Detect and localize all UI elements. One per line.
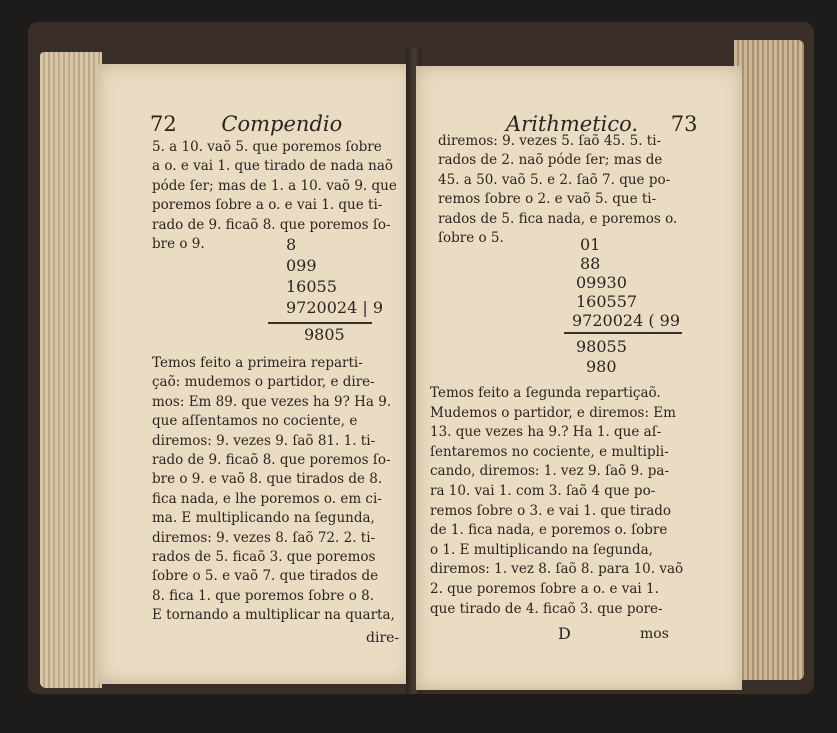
text-line: que tirado de 4. ficaõ 3. que pore- xyxy=(430,600,663,617)
right-number-09930: 09930 xyxy=(576,273,627,292)
right-number-88: 88 xyxy=(580,254,601,273)
text-line: poremos ſobre a o. e vai 1. que ti- xyxy=(152,197,383,214)
left-paragraph-2 xyxy=(152,354,395,626)
left-number-dividend: 9720024 | 9 xyxy=(286,298,383,317)
left-number-quotient: 9805 xyxy=(304,325,345,344)
text-line: de 1. fica nada, e poremos o. ſobre xyxy=(430,522,668,539)
left-number-16055: 16055 xyxy=(286,277,337,296)
text-line: çaõ: mudemos o partidor, e dire- xyxy=(152,374,375,391)
text-line: diremos: 1. vez 8. ſaõ 8. para 10. vaõ xyxy=(430,561,684,578)
right-page-edges xyxy=(734,40,804,680)
left-page xyxy=(98,64,412,684)
text-line: Temos feito a ſegunda repartiçaõ. xyxy=(430,385,661,401)
right-number-160557: 160557 xyxy=(576,292,638,311)
text-line: diremos: 9. vezes 5. ſaõ 45. 5. ti- xyxy=(438,133,662,149)
text-line: remos ſobre o 2. e vaõ 5. que ti- xyxy=(438,191,657,208)
left-number-099: 099 xyxy=(286,256,317,275)
text-line: 13. que vezes ha 9.? Ha 1. que aſ- xyxy=(430,424,662,441)
text-line: que aſſentamos no cociente, e xyxy=(152,413,358,430)
right-division-rule xyxy=(564,332,682,334)
right-page xyxy=(416,66,742,690)
text-line: rados de 2. naõ póde ſer; mas de xyxy=(438,152,663,169)
text-line: ſentaremos no cociente, e multipli- xyxy=(430,443,669,460)
right-page-number: 73 xyxy=(670,112,698,136)
left-page-edges xyxy=(40,52,102,688)
text-line: diremos: 9. vezes 9. ſaõ 81. 1. ti- xyxy=(152,432,376,449)
right-running-head: Arithmetico. xyxy=(506,112,639,136)
right-number-dividend: 9720024 ( 99 xyxy=(572,311,681,330)
text-line: o 1. E multiplicando na ſegunda, xyxy=(430,541,653,558)
text-line: póde ſer; mas de 1. a 10. vaõ 9. que xyxy=(152,177,397,194)
text-line: bre o 9. e vaõ 8. que tirados de 8. xyxy=(152,471,383,488)
left-paragraph-1 xyxy=(152,138,397,254)
text-line: cando, diremos: 1. vez 9. ſaõ 9. pa- xyxy=(430,463,670,480)
text-line: bre o 9. xyxy=(152,236,205,253)
left-catchword: dire- xyxy=(366,630,400,646)
right-number-98055: 98055 xyxy=(576,337,627,356)
left-page-number: 72 xyxy=(150,112,177,136)
text-line: Mudemos o partidor, e diremos: Em xyxy=(430,404,676,421)
text-line: E tornando a multiplicar na quarta, xyxy=(152,607,395,624)
text-line: 45. a 50. vaõ 5. e 2. ſaõ 7. que po- xyxy=(438,171,671,188)
text-line: 5. a 10. vaõ 5. que poremos ſobre xyxy=(152,139,382,155)
right-catchword: mos xyxy=(640,626,669,642)
left-number-8: 8 xyxy=(286,235,297,254)
text-line: ſobre o 5. xyxy=(438,230,504,247)
text-line: ra 10. vai 1. com 3. ſaõ 4 que po- xyxy=(430,482,656,499)
text-line: ſobre o 5. e vaõ 7. que tirados de xyxy=(152,568,379,585)
text-line: 8. fica 1. que poremos ſobre o 8. xyxy=(152,587,375,604)
right-paragraph-2 xyxy=(430,384,683,619)
text-line: diremos: 9. vezes 8. ſaõ 72. 2. ti- xyxy=(152,529,376,546)
right-paragraph-1 xyxy=(438,132,677,248)
text-line: rado de 9. ficaõ 8. que poremos ſo- xyxy=(152,452,391,469)
text-line: a o. e vai 1. que tirado de nada naõ xyxy=(152,158,393,175)
text-line: fica nada, e lhe poremos o. em ci- xyxy=(152,490,382,507)
text-line: remos ſobre o 3. e vai 1. que tirado xyxy=(430,502,672,519)
left-running-head: Compendio xyxy=(221,112,343,136)
right-number-980: 980 xyxy=(586,357,617,376)
text-line: ma. E multiplicando na ſegunda, xyxy=(152,510,375,527)
right-signature-mark: D xyxy=(558,624,571,643)
left-page-header xyxy=(150,112,342,136)
text-line: rado de 9. ficaõ 8. que poremos ſo- xyxy=(152,216,391,233)
text-line: rados de 5. ficaõ 3. que poremos xyxy=(152,549,376,566)
text-line: 2. que poremos ſobre a o. e vai 1. xyxy=(430,580,659,597)
text-line: Temos feito a primeira reparti- xyxy=(152,355,363,371)
right-number-01: 01 xyxy=(580,235,601,254)
text-line: mos: Em 89. que vezes ha 9? Ha 9. xyxy=(152,393,392,410)
text-line: rados de 5. fica nada, e poremos o. xyxy=(438,210,678,227)
